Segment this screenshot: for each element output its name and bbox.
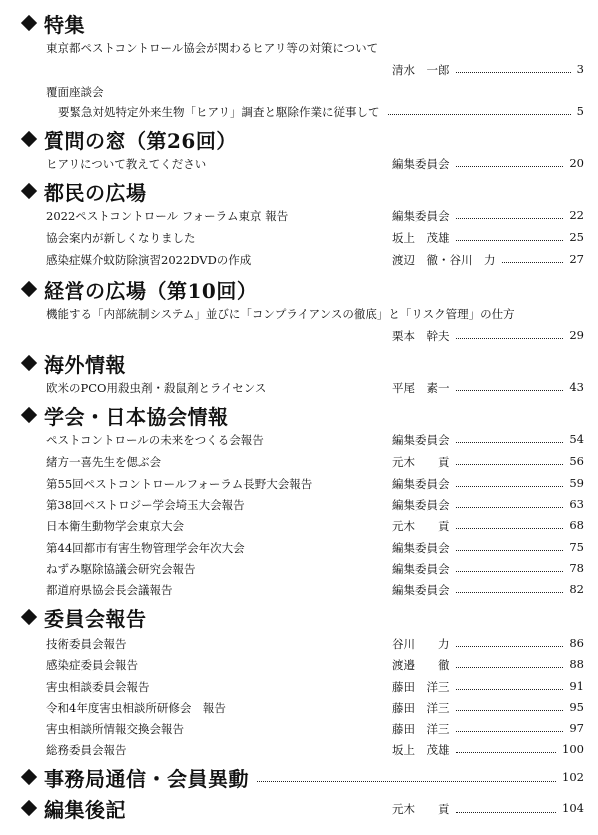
entry-title: 東京都ペストコントロール協会が関わるヒアリ等の対策について xyxy=(46,41,379,55)
page-number: 20 xyxy=(569,156,584,170)
entry-title: 害虫相談所情報交換会報告 xyxy=(46,722,184,736)
entry-author: 編集委員会 xyxy=(392,562,450,576)
entry-title: 日本衛生動物学会東京大会 xyxy=(46,519,184,533)
page-number: 22 xyxy=(569,208,584,222)
diamond-bullet-icon xyxy=(21,15,37,31)
dot-leader xyxy=(456,338,564,339)
entry-title: ペストコントロールの未来をつくる会報告 xyxy=(46,433,264,447)
page-number: 3 xyxy=(576,62,584,76)
dot-leader xyxy=(456,812,557,813)
page-number: 54 xyxy=(569,432,584,446)
page-number: 100 xyxy=(562,742,584,756)
entry-author: 編集委員会 xyxy=(392,209,450,223)
page-number: 5 xyxy=(576,104,584,118)
dot-leader xyxy=(456,442,564,443)
entry-author: 編集委員会 xyxy=(392,583,450,597)
page-number: 88 xyxy=(569,657,584,671)
entry-title: 要緊急対処特定外来生物「ヒアリ」調査と駆除作業に従事して xyxy=(58,105,380,119)
page-number: 59 xyxy=(569,476,584,490)
section-heading xyxy=(22,404,229,429)
entry-author: 藤田 洋三 xyxy=(392,680,450,694)
entry-title: 感染症媒介蚊防除演習2022DVDの作成 xyxy=(46,253,252,267)
section-title: 委員会報告 xyxy=(44,606,147,631)
section-heading xyxy=(22,278,258,303)
entry-author: 編集委員会 xyxy=(392,157,450,171)
entry-title: 感染症委員会報告 xyxy=(46,658,138,672)
entry-title: ねずみ駆除協議会研究会報告 xyxy=(46,562,196,576)
page-number: 97 xyxy=(569,721,584,735)
diamond-bullet-icon xyxy=(21,609,37,625)
entry-author: 谷川 力 xyxy=(392,637,450,651)
section-title: 都民の広場 xyxy=(44,180,147,205)
entry-author: 元木 貢 xyxy=(392,802,450,816)
page-number: 95 xyxy=(569,700,584,714)
dot-leader xyxy=(456,166,564,167)
dot-leader xyxy=(456,507,564,508)
entry-author: 坂上 茂雄 xyxy=(392,231,450,245)
section-heading xyxy=(22,180,147,205)
entry-author: 藤田 洋三 xyxy=(392,722,450,736)
entry-title: 欧米のPCO用殺虫剤・殺鼠剤とライセンス xyxy=(46,381,267,395)
dot-leader xyxy=(456,218,564,219)
dot-leader xyxy=(456,689,564,690)
dot-leader xyxy=(257,781,556,782)
entry-title: 第44回都市有害生物管理学会年次大会 xyxy=(46,541,245,555)
page-number: 25 xyxy=(569,230,584,244)
entry-author: 編集委員会 xyxy=(392,433,450,447)
section-title: 事務局通信・会員異動 xyxy=(44,766,249,791)
dot-leader xyxy=(456,731,564,732)
section-heading xyxy=(22,128,237,153)
section-heading xyxy=(22,766,249,791)
section-title: 質問の窓（第26回） xyxy=(44,128,237,153)
section-heading xyxy=(22,797,126,822)
section-title: 経営の広場（第10回） xyxy=(44,278,258,303)
section-title: 海外情報 xyxy=(44,352,126,377)
entry-title: 協会案内が新しくなりました xyxy=(46,231,196,245)
entry-author: 編集委員会 xyxy=(392,477,450,491)
dot-leader xyxy=(456,646,564,647)
section-heading xyxy=(22,606,147,631)
page-number: 86 xyxy=(569,636,584,650)
page-number: 75 xyxy=(569,540,584,554)
entry-title: 令和4年度害虫相談所研修会 報告 xyxy=(46,701,226,715)
page-number: 104 xyxy=(562,801,584,815)
section-title: 学会・日本協会情報 xyxy=(44,404,229,429)
page-number: 29 xyxy=(569,328,584,342)
page-number: 78 xyxy=(569,561,584,575)
dot-leader xyxy=(456,528,564,529)
dot-leader xyxy=(456,486,564,487)
entry-author: 元木 貢 xyxy=(392,519,450,533)
page-number: 102 xyxy=(562,770,584,784)
entry-title: 都道府県協会長会議報告 xyxy=(46,583,173,597)
dot-leader xyxy=(456,592,564,593)
dot-leader xyxy=(388,114,571,115)
page-number: 63 xyxy=(569,497,584,511)
page-number: 91 xyxy=(569,679,584,693)
dot-leader xyxy=(456,550,564,551)
section-heading xyxy=(22,12,85,37)
entry-title: 覆面座談会 xyxy=(46,85,104,99)
diamond-bullet-icon xyxy=(21,131,37,147)
dot-leader xyxy=(456,240,564,241)
dot-leader xyxy=(456,710,564,711)
entry-author: 編集委員会 xyxy=(392,541,450,555)
diamond-bullet-icon xyxy=(21,281,37,297)
section-heading xyxy=(22,352,126,377)
section-title: 特集 xyxy=(44,12,85,37)
dot-leader xyxy=(456,667,564,668)
dot-leader xyxy=(456,571,564,572)
entry-title: 緒方一喜先生を偲ぶ会 xyxy=(46,455,161,469)
entry-title: 第38回ペストロジー学会埼玉大会報告 xyxy=(46,498,245,512)
entry-author: 編集委員会 xyxy=(392,498,450,512)
entry-title: 害虫相談委員会報告 xyxy=(46,680,150,694)
page-number: 82 xyxy=(569,582,584,596)
diamond-bullet-icon xyxy=(21,800,37,816)
entry-title: ヒアリについて教えてください xyxy=(46,157,207,171)
diamond-bullet-icon xyxy=(21,183,37,199)
entry-author: 藤田 洋三 xyxy=(392,701,450,715)
dot-leader xyxy=(502,262,564,263)
dot-leader xyxy=(456,752,557,753)
dot-leader xyxy=(456,390,564,391)
entry-author: 平尾 素一 xyxy=(392,381,450,395)
page-number: 56 xyxy=(569,454,584,468)
entry-author: 渡辺 徹・谷川 力 xyxy=(392,253,496,267)
entry-title: 技術委員会報告 xyxy=(46,637,127,651)
entry-author: 栗本 幹夫 xyxy=(392,329,450,343)
dot-leader xyxy=(456,72,571,73)
entry-title: 機能する「内部統制システム」並びに「コンプライアンスの徹底」と「リスク管理」の仕方 xyxy=(46,307,515,321)
entry-author: 元木 貢 xyxy=(392,455,450,469)
section-title: 編集後記 xyxy=(44,797,126,822)
diamond-bullet-icon xyxy=(21,769,37,785)
entry-title: 総務委員会報告 xyxy=(46,743,127,757)
page-number: 27 xyxy=(569,252,584,266)
page-number: 43 xyxy=(569,380,584,394)
dot-leader xyxy=(456,464,564,465)
entry-author: 渡邉 徹 xyxy=(392,658,450,672)
diamond-bullet-icon xyxy=(21,407,37,423)
entry-title: 第55回ペストコントロールフォーラム長野大会報告 xyxy=(46,477,313,491)
entry-title: 2022ペストコントロール フォーラム東京 報告 xyxy=(46,209,289,223)
diamond-bullet-icon xyxy=(21,355,37,371)
page-number: 68 xyxy=(569,518,584,532)
entry-author: 坂上 茂雄 xyxy=(392,743,450,757)
entry-author: 清水 一郎 xyxy=(392,63,450,77)
